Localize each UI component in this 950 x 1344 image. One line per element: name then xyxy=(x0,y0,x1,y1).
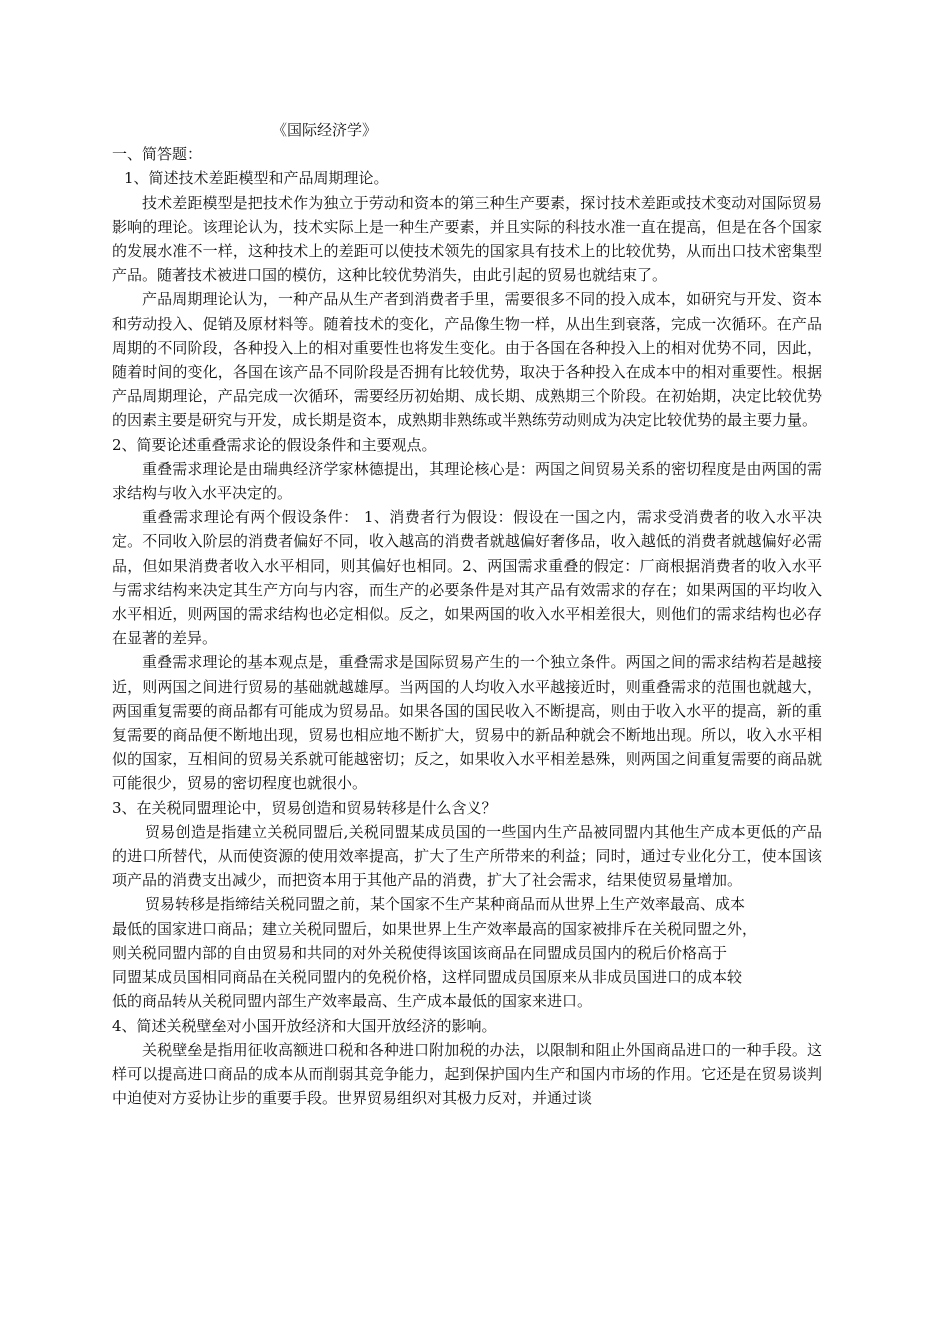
text-line: 低的商品转从关税同盟内部生产效率最高、生产成本最低的国家来进口。 xyxy=(112,992,593,1011)
question-1-answer xyxy=(112,191,822,433)
section-heading: 一、简答题： xyxy=(112,145,203,164)
paragraph: 产品周期理论认为，一种产品从生产者到消费者手里，需要很多不同的投入成本，如研究与开发、资本和劳动投入、促销及原材料等。随着技术的变化，产品像生物一样，从出生到衰落，完成一次循环。在产品周期的不同阶段，各种投入上的相对重要性也将发生变化。由于各国在各种投入上的相对优势不同，因此，随着时间的变化，各国在该产品不同阶段是否拥有比较优势，取决于各种投入在成本中的相对重要性。根据产品周期理论，产品完成一次循环，需要经历初始期、成长期、成熟期三个阶段。在初始期，决定比较优势的因素主要是研究与开发，成长期是资本，成熟期非熟练或半熟练劳动则成为决定比较优势的最主要力量。 xyxy=(112,290,822,430)
question-2-heading: 2、简要论述重叠需求论的假设条件和主要观点。 xyxy=(112,435,437,454)
question-2-answer xyxy=(112,457,822,796)
document-page xyxy=(112,118,822,1110)
question-4-heading: 4、简述关税壁垒对小国开放经济和大国开放经济的影响。 xyxy=(112,1016,497,1035)
question-4-answer xyxy=(112,1038,822,1111)
paragraph: 关税壁垒是指用征收高额进口税和各种进口附加税的办法，以限制和阻止外国商品进口的一种手段。这样可以提高进口商品的成本从而削弱其竞争能力，起到保护国内生产和国内市场的作用。它还是在贸易谈判中迫使对方妥协让步的重要手段。世界贸易组织对其极力反对，并通过谈 xyxy=(112,1040,822,1108)
question-1-heading: 1、简述技术差距模型和产品周期理论。 xyxy=(124,169,389,188)
paragraph: 贸易创造是指建立关税同盟后,关税同盟某成员国的一些国内生产品被同盟内其他生产成本更低的产品的进口所替代，从而使资源的使用效率提高，扩大了生产所带来的利益；同时，通过专业化分工，使本国该项产品的消费支出减少，而把资本用于其他产品的消费，扩大了社会需求，结果使贸易量增加。 xyxy=(112,822,822,890)
paragraph xyxy=(112,892,822,1013)
document-title: 《国际经济学》 xyxy=(272,121,378,139)
text-line: 贸易转移是指缔结关税同盟之前，某个国家不生产某种商品而从世界上生产效率最高、成本 xyxy=(145,895,746,914)
paragraph: 重叠需求理论有两个假设条件： 1、消费者行为假设：假设在一国之内，需求受消费者的收入水平决定。不同收入阶层的消费者偏好不同，收入越高的消费者就越偏好奢侈品，收入越低的消费者就越偏好必需品，但如果消费者收入水平相同，则其偏好也相同。2、两国需求重叠的假定：厂商根据消费者的收入水平与需求结构来决定其生产方向与内容，而生产的必要条件是对其产品有效需求的存在；如果两国的平均收入水平相近，则两国的需求结构也必定相似。反之，如果两国的收入水平相差很大，则他们的需求结构也必存在显著的差异。 xyxy=(112,508,822,648)
question-3-answer xyxy=(112,820,822,1014)
paragraph: 重叠需求理论是由瑞典经济学家林德提出，其理论核心是：两国之间贸易关系的密切程度是由两国的需求结构与收入水平决定的。 xyxy=(112,459,822,503)
paragraph: 重叠需求理论的基本观点是，重叠需求是国际贸易产生的一个独立条件。两国之间的需求结构若是越接近，则两国之间进行贸易的基础就越雄厚。当两国的人均收入水平越接近时，则重叠需求的范围也就越大，两国重复需要的商品都有可能成为贸易品。如果各国的国民收入不断提高，则由于收入水平的提高，新的重复需要的商品便不断地出现，贸易也相应地不断扩大，贸易中的新品种就会不断地出现。所以，收入水平相似的国家，互相间的贸易关系就可能越密切；反之，如果收入水平相差悬殊，则两国之间重复需要的商品就可能很少，贸易的密切程度也就很小。 xyxy=(112,653,822,793)
question-3-heading: 3、在关税同盟理论中，贸易创造和贸易转移是什么含义？ xyxy=(112,798,497,817)
text-line: 同盟某成员国相同商品在关税同盟内的免税价格，这样同盟成员国原来从非成员国进口的成本较 xyxy=(112,968,743,987)
paragraph: 技术差距模型是把技术作为独立于劳动和资本的第三种生产要素，探讨技术差距或技术变动对国际贸易影响的理论。该理论认为，技术实际上是一种生产要素，并且实际的科技水准一直在提高，但是在各个国家的发展水准不一样，这种技术上的差距可以使技术领先的国家具有技术上的比较优势，从而出口技术密集型产品。随著技术被进口国的模仿，这种比较优势消失，由此引起的贸易也就结束了。 xyxy=(112,193,822,285)
text-line: 最低的国家进口商品；建立关税同盟后，如果世界上生产效率最高的国家被排斥在关税同盟之外， xyxy=(112,919,758,938)
text-line: 则关税同盟内部的自由贸易和共同的对外关税使得该国该商品在同盟成员国内的税后价格高于 xyxy=(112,943,728,962)
